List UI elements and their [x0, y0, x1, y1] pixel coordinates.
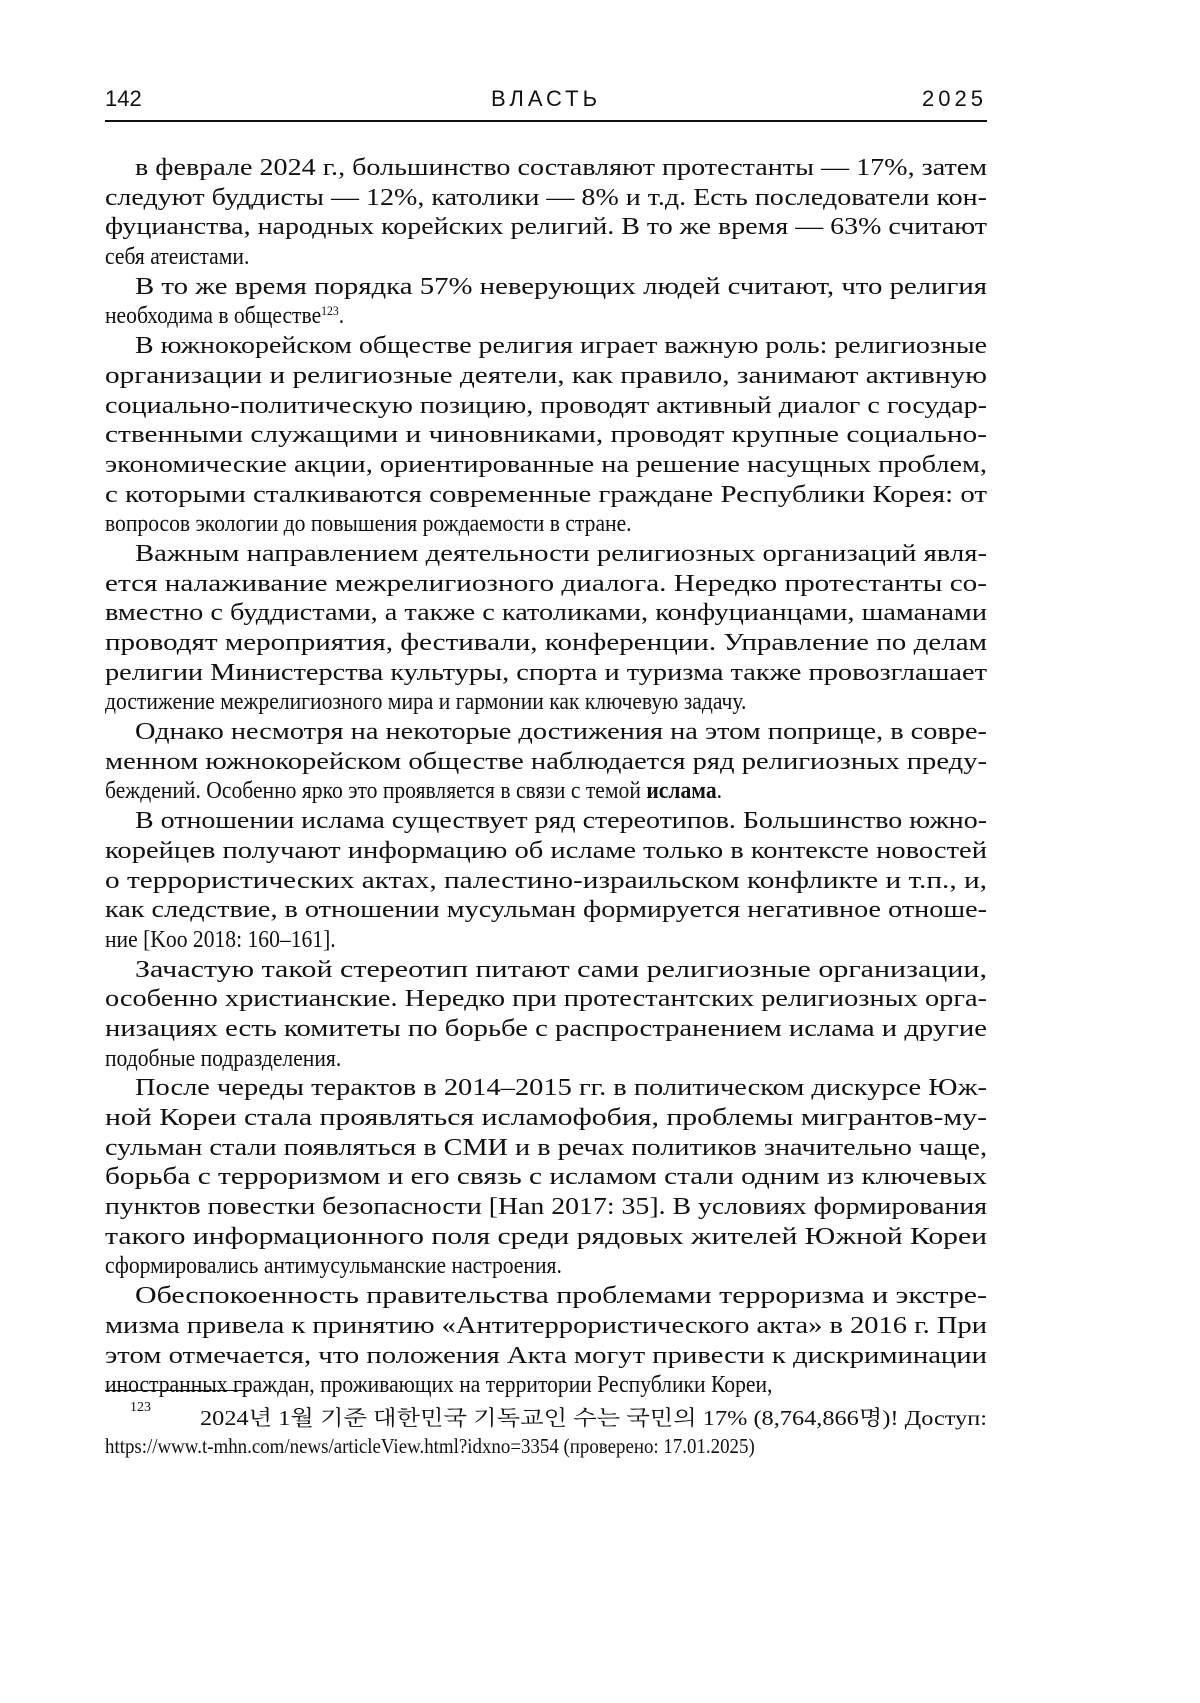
- text-line: себя атеистами.: [105, 243, 987, 273]
- text-line: особенно христианские. Нередко при протестантских религиозных орга-: [105, 985, 987, 1015]
- text-line: Обеспокоенность правительства проблемами терроризма и экстре-: [105, 1282, 987, 1312]
- text-line: мизма привела к принятию «Антитеррористического акта» в 2016 г. При: [105, 1312, 987, 1342]
- text-segment: беждений. Особенно ярко это проявляется в связи с темой: [105, 778, 646, 804]
- text-line: фуцианства, народных корейских религий. В то же время — 63% считают: [105, 213, 987, 243]
- text-line: корейцев получают информацию об исламе только в контексте новостей: [105, 837, 987, 867]
- text-line: Зачастую такой стереотип питают сами религиозные организации,: [105, 956, 987, 986]
- text-line: сформировались антимусульманские настроения.: [105, 1252, 987, 1282]
- text-line: ется налаживание межрелигиозного диалога. Нередко протестанты со-: [105, 570, 987, 600]
- footnote-ref: 123: [321, 303, 339, 318]
- text-line: В то же время порядка 57% неверующих людей считают, что религия: [105, 273, 987, 303]
- text-line: После череды терактов в 2014–2015 гг. в политическом дискурсе Юж-: [105, 1074, 987, 1104]
- text-line: экономические акции, ориентированные на решение насущных проблем,: [105, 451, 987, 481]
- text-segment: .: [717, 778, 722, 804]
- text-line: следуют буддисты — 12%, католики — 8% и т.д. Есть последователи кон-: [105, 184, 987, 214]
- page-number: 142: [105, 86, 142, 112]
- text-line: о террористических актах, палестино-израильском конфликте и т.п., и,: [105, 867, 987, 897]
- text-line: Однако несмотря на некоторые достижения на этом поприще, в совре-: [105, 718, 987, 748]
- text-line: [105, 777, 987, 807]
- text-line: ственными служащими и чиновниками, проводят крупные социально-: [105, 421, 987, 451]
- text-line: вместно с буддистами, а также с католиками, конфуцианцами, шаманами: [105, 599, 987, 629]
- text-line: сульман стали появляться в СМИ и в речах политиков значительно чаще,: [105, 1134, 987, 1164]
- text-line: иностранных граждан, проживающих на территории Республики Кореи,: [105, 1371, 987, 1401]
- text-line: борьба с терроризмом и его связь с исламом стали одним из ключевых: [105, 1163, 987, 1193]
- body-text: [105, 154, 987, 1401]
- text-line: низациях есть комитеты по борьбе с распространением ислама и другие: [105, 1015, 987, 1045]
- footnote-rule: [105, 1390, 250, 1391]
- text-line: такого информационного поля среди рядовых жителей Южной Кореи: [105, 1223, 987, 1253]
- text-segment: .: [339, 303, 344, 329]
- text-line: Важным направлением деятельности религиозных организаций явля-: [105, 540, 987, 570]
- text-line: В южнокорейском обществе религия играет важную роль: религиозные: [105, 332, 987, 362]
- footnote-line: 2024년 1월 기준 대한민국 기독교인 수는 국민의 17% (8,764,866명)! Доступ:: [105, 1404, 987, 1432]
- text-line: этом отмечается, что положения Акта могут привести к дискриминации: [105, 1342, 987, 1372]
- bold-term: ислама: [646, 778, 716, 804]
- header-rule: [105, 120, 987, 122]
- text-line: организации и религиозные деятели, как правило, занимают активную: [105, 362, 987, 392]
- text-line: [105, 302, 987, 332]
- text-line: с которыми сталкиваются современные граждане Республики Корея: от: [105, 481, 987, 511]
- year: 2025: [922, 86, 987, 112]
- text-line: как следствие, в отношении мусульман формируется негативное отноше-: [105, 896, 987, 926]
- running-header: [105, 86, 987, 116]
- text-line: достижение межрелигиозного мира и гармонии как ключевую задачу.: [105, 688, 987, 718]
- text-line: ной Кореи стала проявляться исламофобия, проблемы мигрантов-му-: [105, 1104, 987, 1134]
- text-line: вопросов экологии до повышения рождаемости в стране.: [105, 510, 987, 540]
- text-line: подобные подразделения.: [105, 1045, 987, 1075]
- footnote-line: https://www.t-mhn.com/news/articleView.html?idxno=3354 (проверено: 17.01.2025): [105, 1432, 987, 1460]
- text-line: пунктов повестки безопасности [Han 2017: 35]. В условиях формирования: [105, 1193, 987, 1223]
- text-line: религии Министерства культуры, спорта и туризма также провозглашает: [105, 659, 987, 689]
- text-line: в феврале 2024 г., большинство составляют протестанты — 17%, затем: [105, 154, 987, 184]
- text-line: социально-политическую позицию, проводят активный диалог с государ-: [105, 392, 987, 422]
- text-line: ние [Koo 2018: 160–161].: [105, 926, 987, 956]
- footnote-number: 123: [130, 1400, 151, 1416]
- text-line: менном южнокорейском обществе наблюдается ряд религиозных преду-: [105, 748, 987, 778]
- text-line: проводят мероприятия, фестивали, конференции. Управление по делам: [105, 629, 987, 659]
- footnote: [105, 1404, 987, 1460]
- journal-title: ВЛАСТЬ: [105, 86, 987, 112]
- text-segment: необходима в обществе: [105, 303, 321, 329]
- text-line: В отношении ислама существует ряд стереотипов. Большинство южно-: [105, 807, 987, 837]
